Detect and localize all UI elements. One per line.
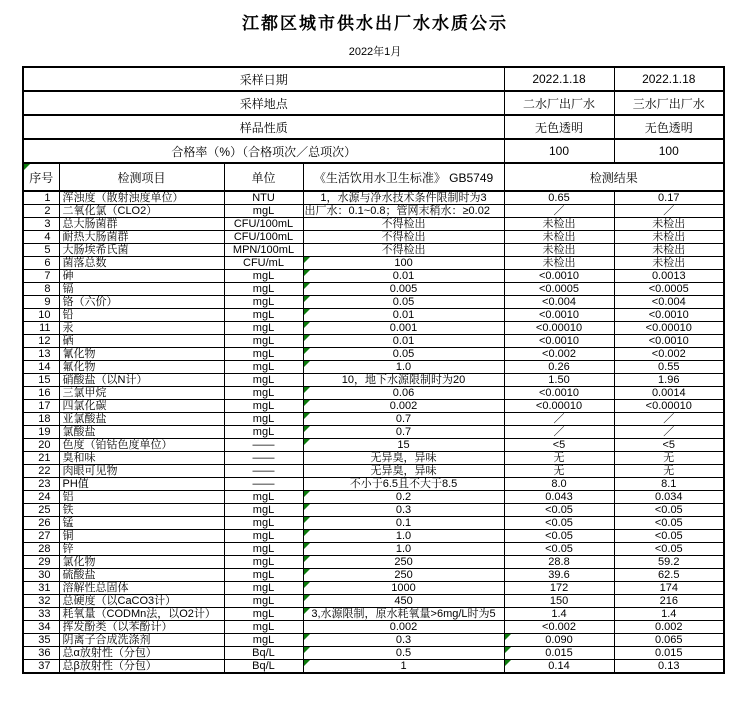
cell-standard: 1000 xyxy=(303,582,504,595)
info-row-sample-nature xyxy=(23,115,724,139)
cell-item: 臭和味 xyxy=(59,452,224,465)
cell-result-plant3: <0.05 xyxy=(614,530,724,543)
cell-result-plant2: <0.0005 xyxy=(504,283,614,296)
cell-result-plant2: 未检出 xyxy=(504,218,614,231)
cell-no: 3 xyxy=(23,218,59,231)
cell-standard: 0.05 xyxy=(303,296,504,309)
cell-item: 总硬度（以CaCO3计） xyxy=(59,595,224,608)
cell-result-plant3: ／ xyxy=(614,205,724,218)
table-row xyxy=(23,608,724,621)
table-row xyxy=(23,309,724,322)
cell-result-plant3: 8.1 xyxy=(614,478,724,491)
cell-no: 32 xyxy=(23,595,59,608)
table-row xyxy=(23,400,724,413)
sampling-date-label: 采样日期 xyxy=(23,67,504,91)
cell-standard: 0.2 xyxy=(303,491,504,504)
cell-standard: 不小于6.5且不大于8.5 xyxy=(303,478,504,491)
cell-result-plant3: 0.0013 xyxy=(614,270,724,283)
cell-result-plant3: 未检出 xyxy=(614,257,724,270)
cell-standard: 1，水源与净水技术条件限制时为3 xyxy=(303,191,504,205)
cell-item: 铜 xyxy=(59,530,224,543)
cell-standard: 15 xyxy=(303,439,504,452)
cell-result-plant3: 1.4 xyxy=(614,608,724,621)
cell-item: 铅 xyxy=(59,309,224,322)
cell-item: 阴离子合成洗涤剂 xyxy=(59,634,224,647)
cell-unit: Bq/L xyxy=(224,647,303,660)
cell-result-plant3: 无 xyxy=(614,452,724,465)
cell-standard: 0.3 xyxy=(303,504,504,517)
cell-no: 27 xyxy=(23,530,59,543)
cell-unit: mgL xyxy=(224,569,303,582)
cell-item: 汞 xyxy=(59,322,224,335)
cell-result-plant2: 0.043 xyxy=(504,491,614,504)
cell-result-plant2: 未检出 xyxy=(504,244,614,257)
cell-item: 硫酸盐 xyxy=(59,569,224,582)
cell-result-plant2: 1.4 xyxy=(504,608,614,621)
cell-result-plant3: 1.96 xyxy=(614,374,724,387)
cell-unit: —— xyxy=(224,439,303,452)
table-row xyxy=(23,660,724,674)
cell-unit: mgL xyxy=(224,621,303,634)
cell-result-plant3: <0.05 xyxy=(614,543,724,556)
cell-result-plant2: 150 xyxy=(504,595,614,608)
table-body xyxy=(23,191,724,673)
cell-result-plant3: ／ xyxy=(614,413,724,426)
cell-no: 13 xyxy=(23,348,59,361)
cell-result-plant2: <5 xyxy=(504,439,614,452)
cell-unit: mgL xyxy=(224,595,303,608)
cell-unit: mgL xyxy=(224,543,303,556)
cell-result-plant2: 无 xyxy=(504,452,614,465)
cell-standard: 1.0 xyxy=(303,361,504,374)
cell-item: 菌落总数 xyxy=(59,257,224,270)
table-row xyxy=(23,556,724,569)
table-row xyxy=(23,296,724,309)
cell-no: 35 xyxy=(23,634,59,647)
column-header-standard: 《生活饮用水卫生标准》 GB5749 xyxy=(303,163,504,191)
cell-result-plant3: 0.55 xyxy=(614,361,724,374)
cell-result-plant2: 0.26 xyxy=(504,361,614,374)
cell-item: 挥发酚类（以苯酚计） xyxy=(59,621,224,634)
cell-result-plant2: <0.0010 xyxy=(504,309,614,322)
cell-item: 总β放射性（分包） xyxy=(59,660,224,674)
cell-no: 20 xyxy=(23,439,59,452)
table-row xyxy=(23,244,724,257)
cell-item: 铁 xyxy=(59,504,224,517)
cell-result-plant2: <0.0010 xyxy=(504,387,614,400)
cell-standard: 0.002 xyxy=(303,400,504,413)
cell-result-plant2: 172 xyxy=(504,582,614,595)
cell-result-plant2: <0.00010 xyxy=(504,322,614,335)
cell-no: 30 xyxy=(23,569,59,582)
cell-item: 浑浊度（散射浊度单位） xyxy=(59,191,224,205)
cell-item: 总α放射性（分包） xyxy=(59,647,224,660)
table-row xyxy=(23,191,724,205)
cell-standard: 不得检出 xyxy=(303,231,504,244)
report-month: 2022年1月 xyxy=(348,46,402,58)
table-row xyxy=(23,569,724,582)
cell-no: 19 xyxy=(23,426,59,439)
cell-unit: mgL xyxy=(224,491,303,504)
cell-unit: mgL xyxy=(224,205,303,218)
table-row xyxy=(23,426,724,439)
cell-result-plant3: 未检出 xyxy=(614,244,724,257)
cell-result-plant2: 未检出 xyxy=(504,257,614,270)
table-row xyxy=(23,257,724,270)
cell-standard: 无异臭，异味 xyxy=(303,452,504,465)
table-row xyxy=(23,504,724,517)
sample-nature-label: 样品性质 xyxy=(23,115,504,139)
cell-unit: —— xyxy=(224,452,303,465)
cell-standard: 450 xyxy=(303,595,504,608)
cell-no: 23 xyxy=(23,478,59,491)
cell-unit: —— xyxy=(224,478,303,491)
cell-result-plant3: <0.002 xyxy=(614,348,724,361)
cell-result-plant3: 216 xyxy=(614,595,724,608)
cell-no: 18 xyxy=(23,413,59,426)
cell-no: 4 xyxy=(23,231,59,244)
cell-standard: 0.002 xyxy=(303,621,504,634)
cell-no: 5 xyxy=(23,244,59,257)
table-row xyxy=(23,647,724,660)
cell-unit: mgL xyxy=(224,361,303,374)
cell-no: 1 xyxy=(23,191,59,205)
info-row-sampling-date xyxy=(23,67,724,91)
cell-no: 6 xyxy=(23,257,59,270)
cell-result-plant3: <0.0010 xyxy=(614,335,724,348)
cell-result-plant2: 8.0 xyxy=(504,478,614,491)
cell-standard: 1.0 xyxy=(303,543,504,556)
cell-result-plant2: <0.0010 xyxy=(504,335,614,348)
cell-no: 31 xyxy=(23,582,59,595)
cell-no: 7 xyxy=(23,270,59,283)
cell-item: 氯酸盐 xyxy=(59,426,224,439)
cell-unit: mgL xyxy=(224,374,303,387)
cell-result-plant2: 0.65 xyxy=(504,191,614,205)
cell-no: 24 xyxy=(23,491,59,504)
cell-standard: 1.0 xyxy=(303,530,504,543)
cell-no: 26 xyxy=(23,517,59,530)
cell-item: 三氯甲烷 xyxy=(59,387,224,400)
cell-unit: Bq/L xyxy=(224,660,303,674)
cell-no: 10 xyxy=(23,309,59,322)
cell-standard: 3,水源限制，原水耗氧量>6mg/L时为5 xyxy=(303,608,504,621)
cell-result-plant3: 174 xyxy=(614,582,724,595)
cell-no: 37 xyxy=(23,660,59,674)
sampling-location-plant2: 二水厂出厂水 xyxy=(504,91,614,115)
cell-unit: mgL xyxy=(224,556,303,569)
cell-unit: mgL xyxy=(224,582,303,595)
cell-item: 锌 xyxy=(59,543,224,556)
cell-result-plant2: 无 xyxy=(504,465,614,478)
cell-unit: NTU xyxy=(224,191,303,205)
cell-result-plant3: 0.015 xyxy=(614,647,724,660)
cell-item: 镉 xyxy=(59,283,224,296)
cell-standard: 100 xyxy=(303,257,504,270)
cell-standard: 0.7 xyxy=(303,426,504,439)
cell-result-plant2: <0.002 xyxy=(504,621,614,634)
column-header-item: 检测项目 xyxy=(59,163,224,191)
cell-result-plant2: ／ xyxy=(504,413,614,426)
cell-standard: 0.3 xyxy=(303,634,504,647)
cell-result-plant3: 0.0014 xyxy=(614,387,724,400)
info-row-pass-rate xyxy=(23,139,724,163)
cell-result-plant2: <0.0010 xyxy=(504,270,614,283)
cell-no: 14 xyxy=(23,361,59,374)
cell-result-plant2: <0.05 xyxy=(504,517,614,530)
cell-unit: mgL xyxy=(224,504,303,517)
cell-item: 氰化物 xyxy=(59,348,224,361)
table-row xyxy=(23,621,724,634)
cell-unit: mgL xyxy=(224,348,303,361)
table-row xyxy=(23,205,724,218)
cell-item: 耗氧量（CODMn法，以O2计） xyxy=(59,608,224,621)
cell-standard: 250 xyxy=(303,569,504,582)
cell-result-plant3: ／ xyxy=(614,426,724,439)
cell-result-plant2: <0.05 xyxy=(504,504,614,517)
cell-no: 16 xyxy=(23,387,59,400)
cell-unit: —— xyxy=(224,465,303,478)
cell-item: 溶解性总固体 xyxy=(59,582,224,595)
column-header-result: 检测结果 xyxy=(504,163,724,191)
column-header-row xyxy=(23,163,724,191)
sampling-location-plant3: 三水厂出厂水 xyxy=(614,91,724,115)
cell-item: 铝 xyxy=(59,491,224,504)
cell-result-plant3: 59.2 xyxy=(614,556,724,569)
cell-item: 铬（六价） xyxy=(59,296,224,309)
cell-result-plant3: 未检出 xyxy=(614,218,724,231)
table-row xyxy=(23,348,724,361)
sample-nature-plant2: 无色透明 xyxy=(504,115,614,139)
table-row xyxy=(23,439,724,452)
cell-unit: mgL xyxy=(224,413,303,426)
table-row xyxy=(23,465,724,478)
column-header-unit: 单位 xyxy=(224,163,303,191)
cell-standard: 0.001 xyxy=(303,322,504,335)
cell-result-plant2: <0.004 xyxy=(504,296,614,309)
cell-standard: 0.05 xyxy=(303,348,504,361)
pass-rate-plant3: 100 xyxy=(614,139,724,163)
cell-result-plant2: 28.8 xyxy=(504,556,614,569)
table-row xyxy=(23,270,724,283)
table-row xyxy=(23,387,724,400)
cell-standard: 0.01 xyxy=(303,309,504,322)
cell-unit: mgL xyxy=(224,387,303,400)
cell-no: 25 xyxy=(23,504,59,517)
cell-standard: 1 xyxy=(303,660,504,674)
cell-unit: MPN/100mL xyxy=(224,244,303,257)
cell-result-plant2: 0.090 xyxy=(504,634,614,647)
cell-result-plant3: 0.13 xyxy=(614,660,724,674)
table-row xyxy=(23,491,724,504)
cell-result-plant3: 0.17 xyxy=(614,191,724,205)
cell-unit: mgL xyxy=(224,270,303,283)
cell-unit: mgL xyxy=(224,400,303,413)
cell-unit: mgL xyxy=(224,296,303,309)
cell-item: 亚氯酸盐 xyxy=(59,413,224,426)
cell-result-plant2: <0.002 xyxy=(504,348,614,361)
cell-result-plant2: 1.50 xyxy=(504,374,614,387)
cell-result-plant3: <0.00010 xyxy=(614,322,724,335)
cell-no: 36 xyxy=(23,647,59,660)
cell-result-plant3: 0.034 xyxy=(614,491,724,504)
cell-item: 耐热大肠菌群 xyxy=(59,231,224,244)
cell-item: 二氧化氯（CLO2） xyxy=(59,205,224,218)
sampling-location-label: 采样地点 xyxy=(23,91,504,115)
cell-result-plant3: <0.05 xyxy=(614,504,724,517)
pass-rate-label: 合格率（%）（合格项次／总项次） xyxy=(23,139,504,163)
sample-nature-plant3: 无色透明 xyxy=(614,115,724,139)
cell-standard: 250 xyxy=(303,556,504,569)
cell-no: 2 xyxy=(23,205,59,218)
cell-item: 砷 xyxy=(59,270,224,283)
cell-no: 11 xyxy=(23,322,59,335)
water-quality-table xyxy=(22,66,725,674)
cell-unit: CFU/100mL xyxy=(224,231,303,244)
cell-unit: mgL xyxy=(224,608,303,621)
cell-unit: mgL xyxy=(224,322,303,335)
cell-standard: 不得检出 xyxy=(303,218,504,231)
sampling-date-plant3: 2022.1.18 xyxy=(614,67,724,91)
cell-result-plant3: 0.002 xyxy=(614,621,724,634)
cell-unit: mgL xyxy=(224,530,303,543)
cell-result-plant2: 0.015 xyxy=(504,647,614,660)
cell-no: 33 xyxy=(23,608,59,621)
table-row xyxy=(23,413,724,426)
sampling-date-plant2: 2022.1.18 xyxy=(504,67,614,91)
cell-result-plant3: 0.065 xyxy=(614,634,724,647)
cell-unit: mgL xyxy=(224,283,303,296)
cell-no: 29 xyxy=(23,556,59,569)
cell-result-plant2: ／ xyxy=(504,205,614,218)
cell-result-plant3: 未检出 xyxy=(614,231,724,244)
cell-standard: 0.5 xyxy=(303,647,504,660)
cell-standard: 0.06 xyxy=(303,387,504,400)
column-header-no: 序号 xyxy=(23,163,59,191)
cell-result-plant3: 62.5 xyxy=(614,569,724,582)
cell-no: 9 xyxy=(23,296,59,309)
cell-item: 色度（铂钴色度单位） xyxy=(59,439,224,452)
table-row xyxy=(23,530,724,543)
table-row xyxy=(23,543,724,556)
cell-unit: mgL xyxy=(224,309,303,322)
cell-result-plant2: 未检出 xyxy=(504,231,614,244)
table-row xyxy=(23,231,724,244)
cell-item: 氟化物 xyxy=(59,361,224,374)
cell-item: 硒 xyxy=(59,335,224,348)
table-row xyxy=(23,361,724,374)
cell-result-plant2: <0.05 xyxy=(504,530,614,543)
cell-no: 15 xyxy=(23,374,59,387)
cell-no: 12 xyxy=(23,335,59,348)
cell-result-plant2: <0.05 xyxy=(504,543,614,556)
cell-no: 21 xyxy=(23,452,59,465)
cell-no: 34 xyxy=(23,621,59,634)
cell-no: 28 xyxy=(23,543,59,556)
page-title: 江都区城市供水出厂水水质公示 xyxy=(242,14,508,33)
cell-unit: mgL xyxy=(224,426,303,439)
cell-result-plant3: 无 xyxy=(614,465,724,478)
cell-unit: mgL xyxy=(224,517,303,530)
cell-standard: 0.01 xyxy=(303,335,504,348)
cell-result-plant3: <5 xyxy=(614,439,724,452)
table-row xyxy=(23,634,724,647)
table-row xyxy=(23,452,724,465)
table-row xyxy=(23,517,724,530)
cell-standard: 0.01 xyxy=(303,270,504,283)
cell-result-plant3: <0.0005 xyxy=(614,283,724,296)
cell-item: 肉眼可见物 xyxy=(59,465,224,478)
cell-unit: mgL xyxy=(224,335,303,348)
cell-standard: 10，地下水源限制时为20 xyxy=(303,374,504,387)
cell-result-plant3: <0.004 xyxy=(614,296,724,309)
table-row xyxy=(23,218,724,231)
cell-item: 硝酸盐（以N计） xyxy=(59,374,224,387)
cell-item: 四氯化碳 xyxy=(59,400,224,413)
cell-no: 8 xyxy=(23,283,59,296)
table-row xyxy=(23,374,724,387)
cell-standard: 出厂水：0.1~0.8；管网末稍水：≥0.02 xyxy=(303,205,504,218)
table-row xyxy=(23,322,724,335)
table-row xyxy=(23,335,724,348)
cell-standard: 0.7 xyxy=(303,413,504,426)
table-row xyxy=(23,582,724,595)
cell-result-plant2: ／ xyxy=(504,426,614,439)
cell-unit: CFU/100mL xyxy=(224,218,303,231)
cell-standard: 无异臭，异味 xyxy=(303,465,504,478)
cell-item: 大肠埃希氏菌 xyxy=(59,244,224,257)
cell-item: PH值 xyxy=(59,478,224,491)
table-row xyxy=(23,283,724,296)
cell-unit: mgL xyxy=(224,634,303,647)
cell-no: 17 xyxy=(23,400,59,413)
info-row-sampling-location xyxy=(23,91,724,115)
cell-item: 总大肠菌群 xyxy=(59,218,224,231)
cell-result-plant3: <0.0010 xyxy=(614,309,724,322)
table-row xyxy=(23,478,724,491)
cell-result-plant2: 0.14 xyxy=(504,660,614,674)
cell-unit: CFU/mL xyxy=(224,257,303,270)
cell-item: 锰 xyxy=(59,517,224,530)
cell-result-plant3: <0.00010 xyxy=(614,400,724,413)
cell-standard: 0.005 xyxy=(303,283,504,296)
cell-result-plant2: 39.6 xyxy=(504,569,614,582)
pass-rate-plant2: 100 xyxy=(504,139,614,163)
cell-no: 22 xyxy=(23,465,59,478)
cell-result-plant3: <0.05 xyxy=(614,517,724,530)
cell-result-plant2: <0.00010 xyxy=(504,400,614,413)
cell-standard: 不得检出 xyxy=(303,244,504,257)
cell-item: 氯化物 xyxy=(59,556,224,569)
table-row xyxy=(23,595,724,608)
cell-standard: 0.1 xyxy=(303,517,504,530)
